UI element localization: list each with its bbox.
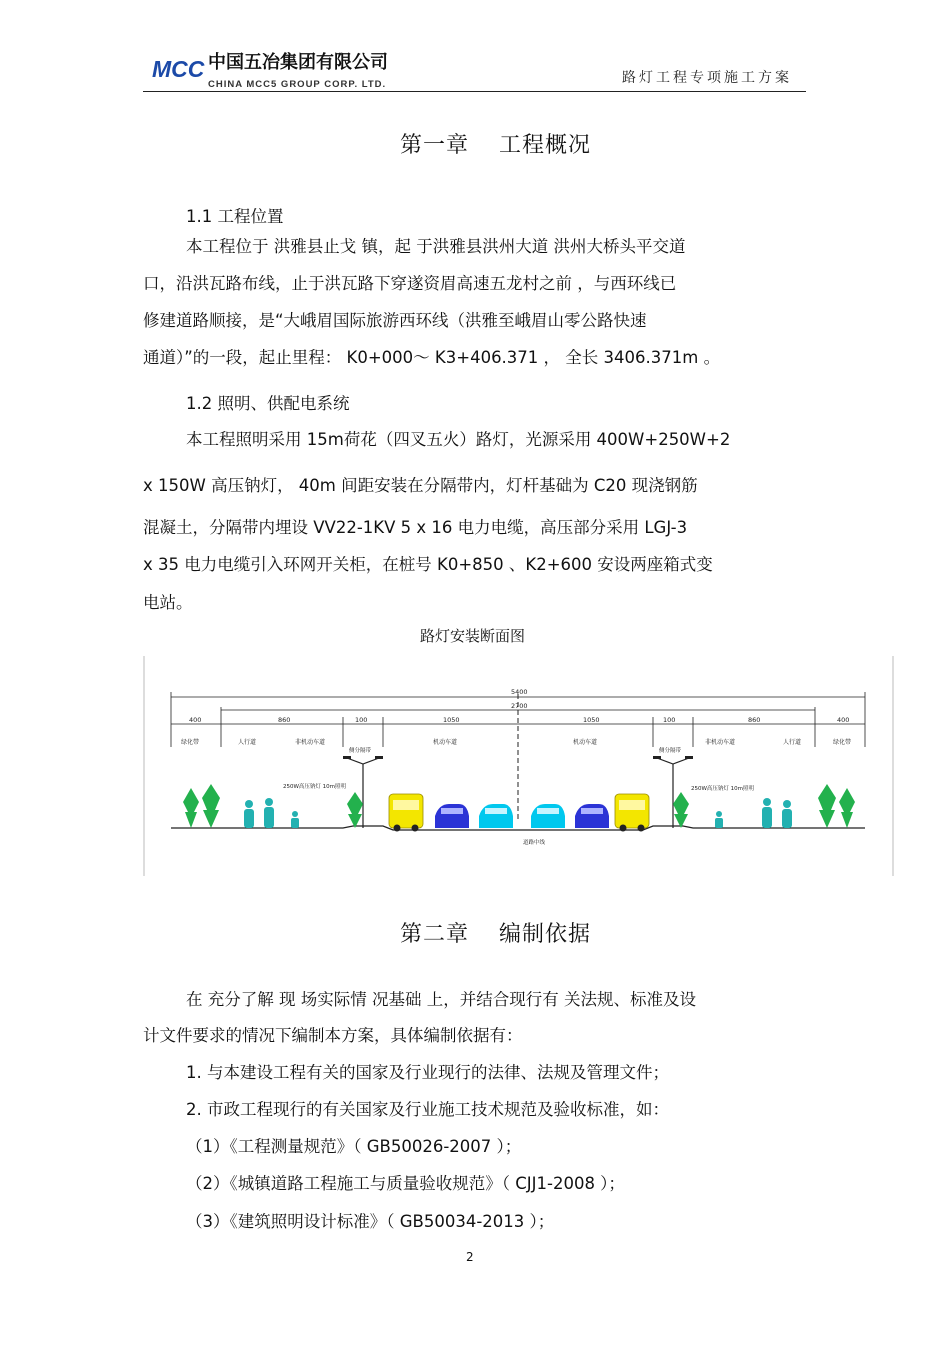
centerline-note: 道路中线 bbox=[523, 840, 546, 846]
section-1-1-heading: 1.1 工程位置 bbox=[186, 207, 284, 226]
section-1-1-line: 通道）”的一段，起止里程： K0+000～ K3+406.371 ， 全长 3406.371m 。 bbox=[143, 348, 721, 367]
lane-label: 人行道 bbox=[783, 739, 802, 746]
dim-label: 400 bbox=[837, 716, 850, 724]
dim-half: 2700 bbox=[511, 702, 528, 710]
chapter2-number: 第二章 bbox=[400, 922, 470, 947]
lane-label: 人行道 bbox=[238, 739, 257, 746]
figure-caption: 路灯安装断面图 bbox=[420, 627, 526, 645]
chapter1-text: 工程概况 bbox=[499, 133, 592, 158]
page-number: 2 bbox=[466, 1250, 474, 1264]
section-1-2-line: x 150W 高压钠灯， 40m 间距安装在分隔带内，灯杆基础为 C20 现浇钢筋 bbox=[143, 476, 698, 495]
basis-item: （1）《工程测量规范》（ GB50026-2007 ）； bbox=[186, 1137, 522, 1156]
dim-label: 860 bbox=[748, 716, 761, 724]
basis-item: （2）《城镇道路工程施工与质量验收规范》（ CJJ1-2008 ）； bbox=[186, 1174, 625, 1193]
chapter2-intro-line: 计文件要求的情况下编制本方案，具体编制依据有： bbox=[143, 1026, 523, 1045]
basis-item: 2. 市政工程现行的有关国家及行业施工技术规范及验收标准，如： bbox=[186, 1100, 669, 1119]
dim-label: 1050 bbox=[443, 716, 460, 724]
road-cross-section-drawing bbox=[143, 652, 895, 880]
basis-item: 1. 与本建设工程有关的国家及行业现行的法律、法规及管理文件； bbox=[186, 1063, 669, 1082]
header-doc-title: 路灯工程专项施工方案 bbox=[622, 70, 792, 86]
section-1-1-line: 本工程位于 洪雅县止戈 镇，起 于洪雅县洪州大道 洪州大桥头平交道 bbox=[186, 237, 686, 256]
lane-label: 机动车道 bbox=[433, 739, 458, 746]
section-1-2-line: 电站。 bbox=[143, 593, 193, 612]
dim-label: 1050 bbox=[583, 716, 600, 724]
cross-section-svg bbox=[143, 652, 895, 880]
lamp-note-left: 250W高压钠灯 10m照明 bbox=[283, 784, 347, 790]
dim-total: 5400 bbox=[511, 688, 528, 696]
mcc-logo-icon bbox=[150, 46, 390, 94]
logo-company-cn: 中国五冶集团有限公司 bbox=[208, 52, 388, 73]
section-1-2-heading: 1.2 照明、供配电系统 bbox=[186, 394, 350, 413]
dim-label: 100 bbox=[663, 716, 676, 724]
header-rule bbox=[143, 91, 806, 92]
lane-label: 非机动车道 bbox=[295, 739, 326, 746]
belt-label: 侧分隔带 bbox=[349, 748, 372, 754]
lane-label: 机动车道 bbox=[573, 739, 598, 746]
company-logo bbox=[150, 46, 390, 94]
dim-label: 860 bbox=[278, 716, 291, 724]
section-1-2-line: 本工程照明采用 15m荷花（四叉五火）路灯，光源采用 400W+250W+2 bbox=[186, 430, 731, 449]
dim-label: 100 bbox=[355, 716, 368, 724]
chapter2-intro-line: 在 充分了解 现 场实际情 况基础 上，并结合现行有 关法规、标准及设 bbox=[186, 990, 696, 1009]
section-1-2-line: 混凝土，分隔带内埋设 VV22-1KV 5 x 16 电力电缆，高压部分采用 LGJ-3 bbox=[143, 518, 688, 537]
lane-label: 绿化带 bbox=[181, 739, 200, 746]
section-1-1-line: 口，沿洪瓦路布线，止于洪瓦路下穿遂资眉高速五龙村之前 ，与西环线已 bbox=[143, 274, 677, 293]
logo-letters: MCC bbox=[152, 56, 205, 82]
belt-label: 侧分隔带 bbox=[659, 748, 682, 754]
section-1-1-line: 修建道路顺接，是“大峨眉国际旅游西环线（洪雅至峨眉山零公路快速 bbox=[143, 311, 647, 330]
lane-label: 非机动车道 bbox=[705, 739, 736, 746]
dim-label: 400 bbox=[189, 716, 202, 724]
basis-item: （3）《建筑照明设计标准》（ GB50034-2013 ）； bbox=[186, 1212, 555, 1231]
chapter1-title bbox=[400, 128, 591, 159]
section-1-2-line: x 35 电力电缆引入环网开关柜，在桩号 K0+850 、K2+600 安设两座箱式变 bbox=[143, 555, 713, 574]
logo-company-en: CHINA MCC5 GROUP CORP. LTD. bbox=[208, 79, 387, 90]
chapter1-number: 第一章 bbox=[400, 133, 470, 158]
lamp-note-right: 250W高压钠灯 10m照明 bbox=[691, 786, 755, 792]
chapter2-text: 编制依据 bbox=[499, 922, 592, 947]
lane-label: 绿化带 bbox=[833, 739, 852, 746]
chapter2-title bbox=[400, 917, 591, 948]
